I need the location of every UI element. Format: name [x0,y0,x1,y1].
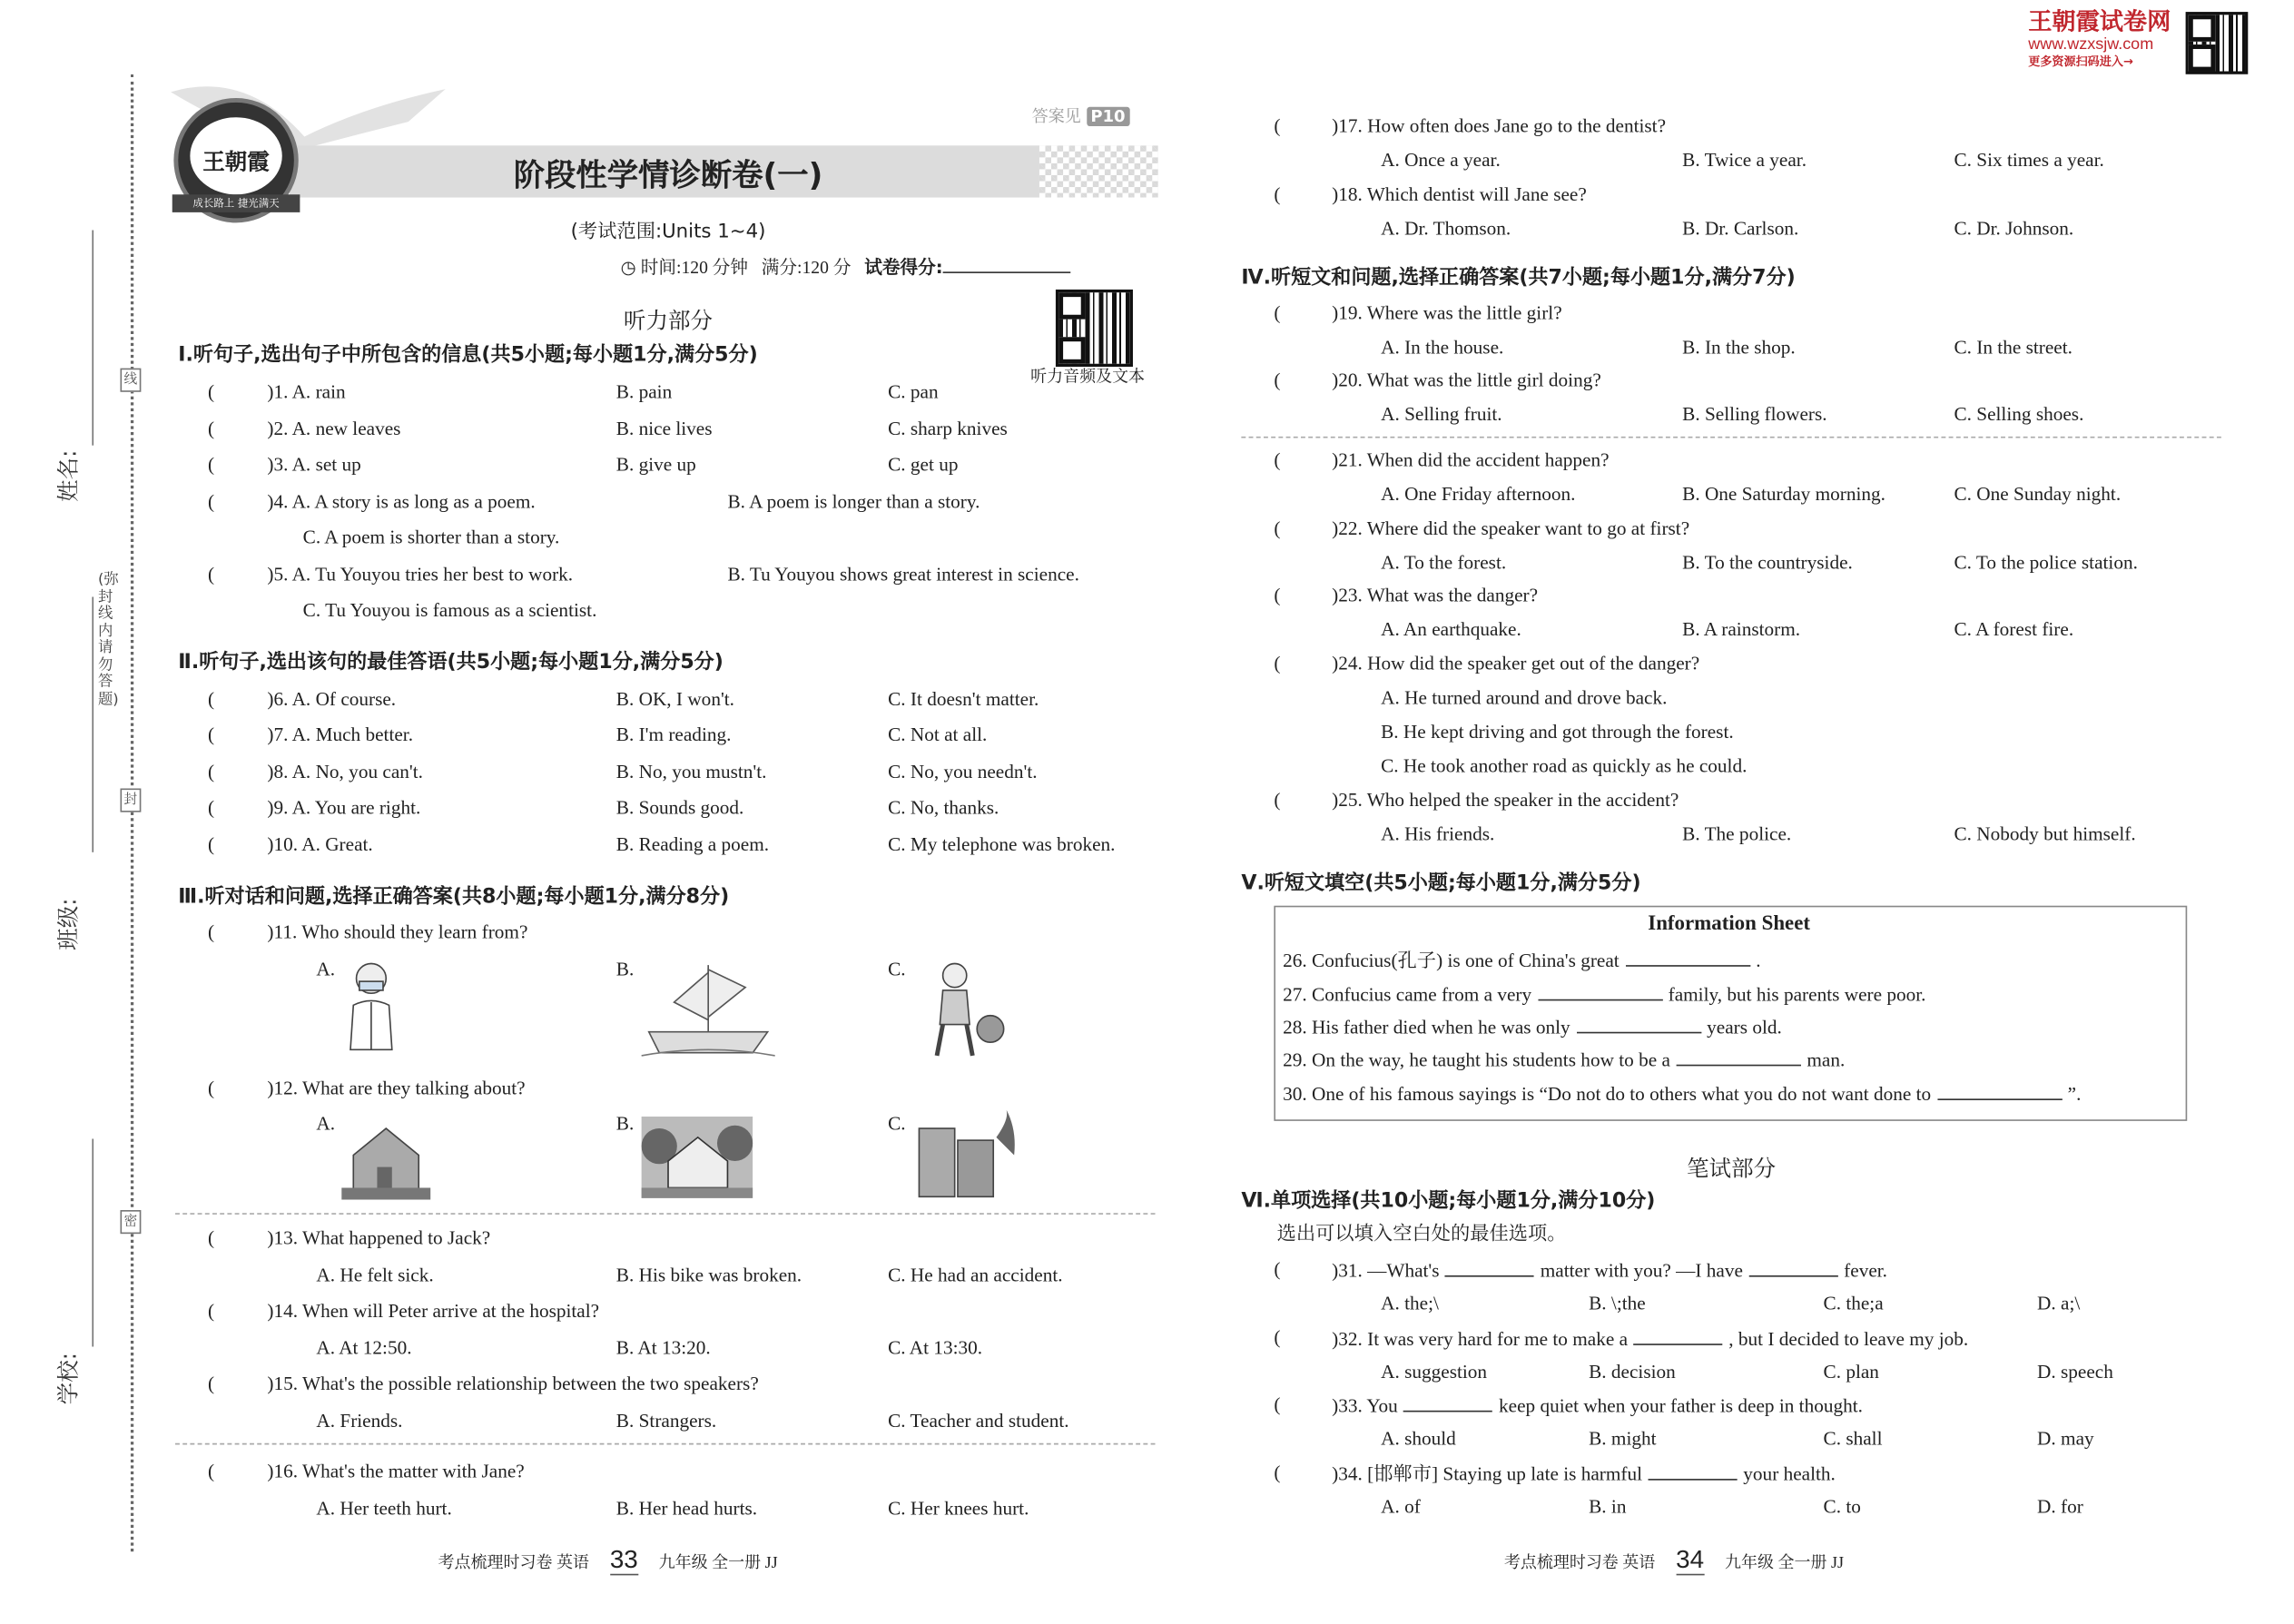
seal-notice: (弥封线内请勿答题) [97,571,119,708]
qr-caption: 听力音频及文本 [1030,368,1146,387]
answer-paren[interactable]: ( [1274,1461,1281,1483]
question-19: )19. Where was the little girl? [1332,301,1562,324]
answer-blank[interactable] [1403,1393,1492,1412]
seal-mark-secret: 密 [120,1210,141,1234]
option[interactable]: C. To the police station. [1954,550,2138,574]
answer-blank[interactable] [1445,1257,1534,1276]
question-32 [1332,1326,1968,1352]
qr-code-site[interactable] [2186,12,2249,74]
question-text: )33. You [1332,1393,1398,1417]
question-text: man. [1807,1048,1846,1071]
option[interactable]: C. He took another road as quickly as he could. [1381,753,1748,777]
option[interactable]: C. Six times a year. [1954,148,2104,172]
answer-blank[interactable] [1749,1257,1838,1276]
option[interactable]: C. Not at all. [888,723,988,746]
question-33 [1332,1393,1863,1418]
info-line-27 [1283,981,1925,1007]
option[interactable]: C. He had an accident. [888,1263,1063,1286]
answer-paren[interactable]: ( [1274,583,1281,606]
option[interactable]: C. get up [888,452,959,476]
page-title: 阶段性学情诊断卷(一) [513,157,823,193]
name-label: 姓名: [54,449,83,502]
answer-paren[interactable]: ( [1274,652,1281,674]
question-text: 26. Confucius(孔子) is one of China's great [1283,949,1620,971]
option[interactable]: B. Selling flowers. [1682,402,1827,425]
instruction: 选出可以填入空白处的最佳选项。 [1276,1222,1567,1245]
house-trees-picture [642,1117,753,1198]
option[interactable]: A. [316,957,336,980]
option[interactable]: A. He turned around and drove back. [1381,685,1668,709]
seal-mark-line: 线 [120,369,141,392]
doctor-picture [341,958,400,1054]
question-18: )18. Which dentist will Jane see? [1332,182,1587,205]
question-4: )4. A. A story is as long as a poem. [267,489,536,513]
answer-paren[interactable]: ( [1274,448,1281,471]
answer-paren[interactable]: ( [207,1226,215,1249]
answer-paren[interactable]: ( [207,1299,215,1322]
option[interactable]: C. Nobody but himself. [1954,822,2136,845]
answer-ref: 答案见 P10 [1032,103,1130,127]
broken-house-picture [341,1117,430,1200]
option[interactable]: C. Dr. Johnson. [1954,216,2074,240]
question-13: )13. What happened to Jack? [267,1226,491,1249]
answer-paren[interactable]: ( [207,687,215,710]
answer-blank[interactable] [1649,1461,1738,1480]
question-text: 29. On the way, he taught his students how to be a [1283,1048,1670,1071]
option[interactable]: C. [888,1112,906,1135]
option[interactable]: C. shall [1823,1426,1883,1450]
question-17: )17. How often does Jane go to the dentist? [1332,113,1667,137]
option[interactable]: A. should [1381,1426,1456,1450]
answer-blank[interactable] [1576,1014,1700,1033]
option[interactable]: B. in [1589,1495,1627,1518]
section-heading: Ⅱ.听句子,选出该句的最佳答语(共5小题;每小题1分,满分5分) [178,650,724,674]
option[interactable]: C. to [1823,1495,1861,1518]
option[interactable]: B. Sounds good. [615,795,744,819]
option[interactable]: A. Selling fruit. [1381,402,1502,425]
option[interactable]: D. speech [2037,1360,2113,1383]
section-heading: Ⅲ.听对话和问题,选择正确答案(共8小题;每小题1分,满分8分) [178,884,730,909]
question-14: )14. When will Peter arrive at the hospital? [267,1299,600,1322]
option[interactable]: B. OK, I won't. [615,687,735,710]
answer-paren[interactable]: ( [1274,1325,1281,1349]
option[interactable]: A. To the forest. [1381,550,1507,574]
option[interactable]: A. of [1381,1495,1421,1518]
footer-right: 考点梳理时习卷 英语 34 九年级 全一册 JJ [1503,1545,1844,1574]
question-21: )21. When did the accident happen? [1332,448,1610,471]
option[interactable]: B. pain [615,379,673,403]
option[interactable]: A. the;\ [1381,1291,1439,1314]
burning-buildings-picture [913,1110,1017,1199]
question-5: )5. A. Tu Youyou tries her best to work. [267,562,574,586]
brand-logo: 王朝霞 成长路上 捷光满天 [173,98,298,222]
info-line-28 [1283,1014,1782,1039]
option[interactable]: C. A poem is shorter than a story. [302,526,560,548]
question-7: )7. A. Much better. [267,723,414,746]
question-text: 27. Confucius came from a very [1283,982,1532,1006]
ship-picture [642,958,775,1058]
info-sheet-title: Information Sheet [1648,912,1811,936]
option[interactable]: B. Reading a poem. [615,832,770,856]
option[interactable]: A. Once a year. [1381,148,1501,172]
answer-paren[interactable]: ( [1274,1257,1281,1280]
question-text: )32. It was very hard for me to make a [1332,1327,1629,1350]
option[interactable]: B. \;the [1589,1291,1646,1314]
question-10: )10. A. Great. [267,832,373,856]
class-line[interactable] [92,597,94,852]
option[interactable]: A. suggestion [1381,1360,1488,1383]
option[interactable]: C. [888,957,906,980]
section-heading: Ⅴ.听短文填空(共5小题;每小题1分,满分5分) [1241,871,1641,896]
question-text: )34. [邯郸市] Staying up late is harmful [1332,1462,1643,1485]
question-9: )9. A. You are right. [267,795,421,819]
option[interactable]: B. In the shop. [1682,335,1796,359]
option[interactable]: D. may [2037,1426,2094,1450]
option[interactable]: A. In the house. [1381,335,1504,359]
answer-paren[interactable]: ( [1274,788,1281,812]
option[interactable]: B. The police. [1682,822,1792,845]
answer-paren[interactable]: ( [207,489,215,513]
section-heading: Ⅰ.听句子,选出句子中所包含的信息(共5小题;每小题1分,满分5分) [178,342,758,367]
option[interactable]: C. One Sunday night. [1954,482,2122,506]
question-15: )15. What's the possible relationship between the two speakers? [267,1372,759,1394]
option[interactable]: C. Tu Youyou is famous as a scientist. [302,598,597,621]
option[interactable]: B. He kept driving and got through the forest. [1381,720,1734,743]
answer-paren[interactable]: ( [1274,517,1281,539]
qr-code-audio[interactable] [1056,290,1133,367]
score-field[interactable] [943,254,1071,273]
question-8: )8. A. No, you can't. [267,760,423,782]
binding-dotted-line [131,74,133,1551]
divider [175,1213,1155,1215]
question-11: )11. Who should they learn from? [267,920,528,943]
option[interactable]: B. Twice a year. [1682,148,1807,172]
option[interactable]: B. One Saturday morning. [1682,482,1885,506]
seal-mark-seal: 封 [120,789,141,812]
question-1: )1. A. rain [267,379,346,403]
option[interactable]: B. I'm reading. [615,723,732,746]
option[interactable]: A. One Friday afternoon. [1381,482,1576,506]
question-12: )12. What are they talking about? [267,1076,526,1099]
option[interactable]: B. No, you mustn't. [615,760,767,782]
option[interactable]: B. decision [1589,1360,1676,1383]
answer-blank[interactable] [1676,1047,1800,1066]
question-2: )2. A. new leaves [267,417,401,440]
option[interactable]: A. Friends. [316,1409,403,1432]
option[interactable]: A. His friends. [1381,822,1495,845]
answer-paren[interactable]: ( [207,562,215,586]
option[interactable]: B. At 13:20. [615,1336,711,1359]
option[interactable]: C. Selling shoes. [1954,402,2084,425]
option[interactable]: A. An earthquake. [1381,617,1521,640]
option[interactable]: C. Teacher and student. [888,1409,1069,1432]
option[interactable]: C. No, thanks. [888,795,999,819]
exam-info: ◷ 时间:120 分钟 满分:120 分 试卷得分: [621,254,1071,280]
question-6: )6. A. Of course. [267,687,397,710]
option[interactable]: B. Tu Youyou shows great interest in science. [727,562,1079,586]
option[interactable]: C. My telephone was broken. [888,832,1116,856]
option[interactable]: C. Her knees hurt. [888,1496,1029,1520]
question-text: 28. His father died when he was only [1283,1015,1570,1038]
question-text: your health. [1743,1462,1836,1485]
answer-paren[interactable]: ( [1274,301,1281,324]
name-line[interactable] [92,231,94,446]
option[interactable]: B. Her head hurts. [615,1496,758,1520]
class-label: 班级: [54,898,83,950]
answer-paren[interactable]: ( [207,832,215,856]
boy-with-bag-picture [913,958,1009,1061]
footer-left: 考点梳理时习卷 英语 33 九年级 全一册 JJ [438,1545,778,1574]
question-25: )25. Who helped the speaker in the accident? [1332,788,1679,812]
option[interactable]: B. To the countryside. [1682,550,1853,574]
section-heading: Ⅵ.单项选择(共10小题;每小题1分,满分10分) [1241,1189,1656,1214]
option[interactable]: B. A poem is longer than a story. [727,489,980,513]
answer-paren[interactable]: ( [207,1459,215,1482]
option[interactable]: A. He felt sick. [316,1263,434,1286]
question-text: ”. [2067,1082,2082,1105]
option[interactable]: B. [615,1112,635,1135]
answer-paren[interactable]: ( [207,1076,215,1099]
question-23: )23. What was the danger? [1332,583,1539,606]
option[interactable]: C. In the street. [1954,335,2072,359]
option[interactable]: C. It doesn't matter. [888,687,1039,710]
answer-blank[interactable] [1538,981,1662,1000]
option[interactable]: A. Dr. Thomson. [1381,216,1511,240]
question-text: )31. —What's [1332,1258,1440,1282]
exam-scope: (考试范围:Units 1~4) [570,221,766,244]
answer-paren[interactable]: ( [1274,368,1281,391]
option[interactable]: B. [615,957,635,980]
option[interactable]: C. the;a [1823,1291,1884,1314]
answer-paren[interactable]: ( [207,452,215,476]
question-text: fever. [1844,1258,1888,1282]
school-label: 学校: [54,1352,83,1405]
option[interactable]: B. give up [615,452,696,476]
answer-blank[interactable] [1937,1081,2062,1100]
question-16: )16. What's the matter with Jane? [267,1459,525,1482]
option[interactable]: C. sharp knives [888,417,1008,440]
question-text: family, but his parents were poor. [1668,982,1926,1006]
option[interactable]: D. for [2037,1495,2083,1518]
option[interactable]: C. pan [888,379,939,403]
page-number: 34 [1676,1545,1705,1574]
option[interactable]: C. A forest fire. [1954,617,2074,640]
writing-title: 笔试部分 [1687,1155,1777,1182]
question-22: )22. Where did the speaker want to go at first? [1332,517,1690,539]
answer-paren[interactable]: ( [207,760,215,782]
site-logo: 王朝霞试卷网 www.wzxsjw.com 更多资源扫码进入→ [2028,7,2171,69]
option[interactable]: A. At 12:50. [316,1336,412,1359]
question-24: )24. How did the speaker get out of the danger? [1332,652,1700,674]
question-text: keep quiet when your father is deep in thought. [1499,1393,1863,1417]
option[interactable]: B. Dr. Carlson. [1682,216,1799,240]
info-line-29 [1283,1047,1845,1072]
clock-icon: ◷ [620,256,636,278]
answer-blank[interactable] [1634,1326,1723,1345]
option[interactable]: B. A rainstorm. [1682,617,1801,640]
divider [175,1443,1155,1445]
option[interactable]: B. nice lives [615,417,713,440]
answer-paren[interactable]: ( [207,723,215,746]
option[interactable]: A. [316,1112,336,1135]
question-31 [1332,1257,1887,1283]
answer-paren[interactable]: ( [207,1372,215,1394]
question-text: matter with you? —I have [1540,1258,1743,1282]
option[interactable]: D. a;\ [2037,1291,2081,1314]
answer-paren[interactable]: ( [207,417,215,440]
answer-paren[interactable]: ( [207,920,215,943]
info-line-26 [1283,948,1760,973]
option[interactable]: B. might [1589,1426,1657,1450]
option[interactable]: C. At 13:30. [888,1336,983,1359]
question-3: )3. A. set up [267,452,361,476]
divider [1241,437,2220,438]
question-text: 30. One of his famous sayings is “Do not do to others what you do not want done to [1283,1082,1932,1105]
checker-decoration [1039,145,1158,197]
answer-blank[interactable] [1625,948,1749,967]
option[interactable]: A. Her teeth hurt. [316,1496,452,1520]
section-heading: Ⅳ.听短文和问题,选择正确答案(共7小题;每小题1分,满分7分) [1241,265,1796,290]
answer-paren[interactable]: ( [1274,113,1281,137]
option[interactable]: C. plan [1823,1360,1879,1383]
option[interactable]: C. No, you needn't. [888,760,1038,782]
option[interactable]: B. Strangers. [615,1409,717,1432]
question-text: . [1756,949,1761,971]
question-20: )20. What was the little girl doing? [1332,368,1601,391]
listening-title: 听力部分 [623,307,714,335]
school-line[interactable] [92,1139,94,1347]
page-number: 33 [609,1545,638,1574]
info-line-30 [1283,1081,2081,1107]
question-text: years old. [1707,1015,1782,1038]
answer-paren[interactable]: ( [207,379,215,403]
answer-paren[interactable]: ( [1274,1393,1281,1415]
option[interactable]: B. His bike was broken. [615,1263,802,1286]
question-text: , but I decided to leave my job. [1728,1327,1969,1350]
question-34 [1332,1461,1836,1486]
answer-paren[interactable]: ( [1274,182,1281,205]
answer-paren[interactable]: ( [207,795,215,819]
